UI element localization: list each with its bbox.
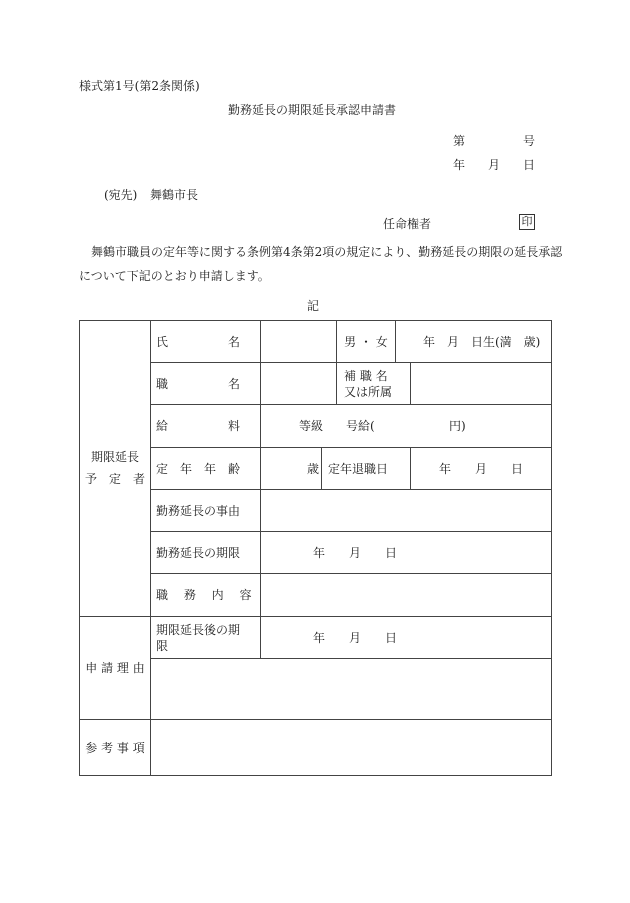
notes-label: 参 考 事 項: [85, 740, 145, 755]
salary-step: 号給(: [346, 419, 375, 433]
section-planned-label: [80, 447, 150, 489]
aux-position-label: [344, 363, 408, 404]
salary-yen: 円): [449, 419, 466, 433]
after-period-label: [156, 617, 240, 658]
aux-position-field[interactable]: [411, 363, 551, 404]
age-unit: 歳: [307, 461, 320, 476]
column-divider: [260, 616, 261, 659]
apply-reason-label: 申 請 理 由: [85, 661, 145, 675]
reason-field[interactable]: [261, 490, 551, 531]
ki-label: 記: [307, 299, 320, 313]
retire-date-label: 定年退職日: [328, 461, 389, 476]
sex-label[interactable]: 男 ・ 女: [344, 334, 388, 349]
salary-label: 給 料: [156, 419, 241, 433]
column-divider: [321, 447, 322, 490]
notes-field[interactable]: [151, 720, 551, 775]
date-year: 年: [453, 158, 466, 172]
seal-mark: 印: [519, 214, 535, 230]
aux-position-line2: 又は所属: [344, 384, 393, 399]
after-period-value: 年 月 日: [313, 630, 398, 645]
number-gou: 号: [523, 134, 536, 148]
section-planned-line2: 予 定 者: [84, 472, 145, 486]
appointer-label: 任命権者: [383, 217, 432, 231]
date-day: 日: [523, 158, 536, 172]
period-value: 年 月 日: [313, 545, 398, 560]
duties-label: 職 務 内 容: [156, 588, 252, 602]
addressee-prefix: (宛先): [104, 188, 138, 202]
duties-field[interactable]: [261, 574, 551, 616]
addressee-name: 舞鶴市長: [150, 188, 199, 202]
position-label: 職 名: [156, 376, 241, 391]
table-border-right: [551, 320, 552, 776]
section-planned-line1: 期限延長: [90, 450, 139, 464]
body-line-2: について下記のとおり申請します。: [79, 269, 270, 283]
page-title: 勤務延長の期限延長承認申請書: [228, 103, 397, 117]
birth-label: 年 月 日生(満 歳): [423, 334, 541, 349]
column-divider: [395, 320, 396, 363]
aux-position-line1: 補 職 名: [344, 368, 388, 383]
retire-date-value: 年 月 日: [439, 461, 524, 476]
apply-reason-field[interactable]: [151, 659, 551, 719]
period-label: 勤務延長の期限: [156, 545, 241, 560]
name-field[interactable]: [261, 321, 336, 362]
name-label: 氏 名: [156, 334, 241, 349]
after-period-line1: 期限延長後の期: [156, 622, 241, 637]
date-month: 月: [488, 158, 501, 172]
reason-label: 勤務延長の事由: [156, 503, 241, 518]
number-dai: 第: [453, 134, 466, 148]
form-label: 様式第1号(第2条関係): [79, 79, 200, 93]
column-divider: [410, 447, 411, 490]
after-period-line2: 限: [156, 638, 169, 653]
body-line-1: 舞鶴市職員の定年等に関する条例第4条第2項の規定により、勤務延長の期限の延長承認: [91, 245, 563, 259]
salary-grade: 等級: [299, 419, 324, 433]
age-label: 定 年 年 齢: [156, 461, 241, 476]
position-field[interactable]: [261, 363, 336, 404]
